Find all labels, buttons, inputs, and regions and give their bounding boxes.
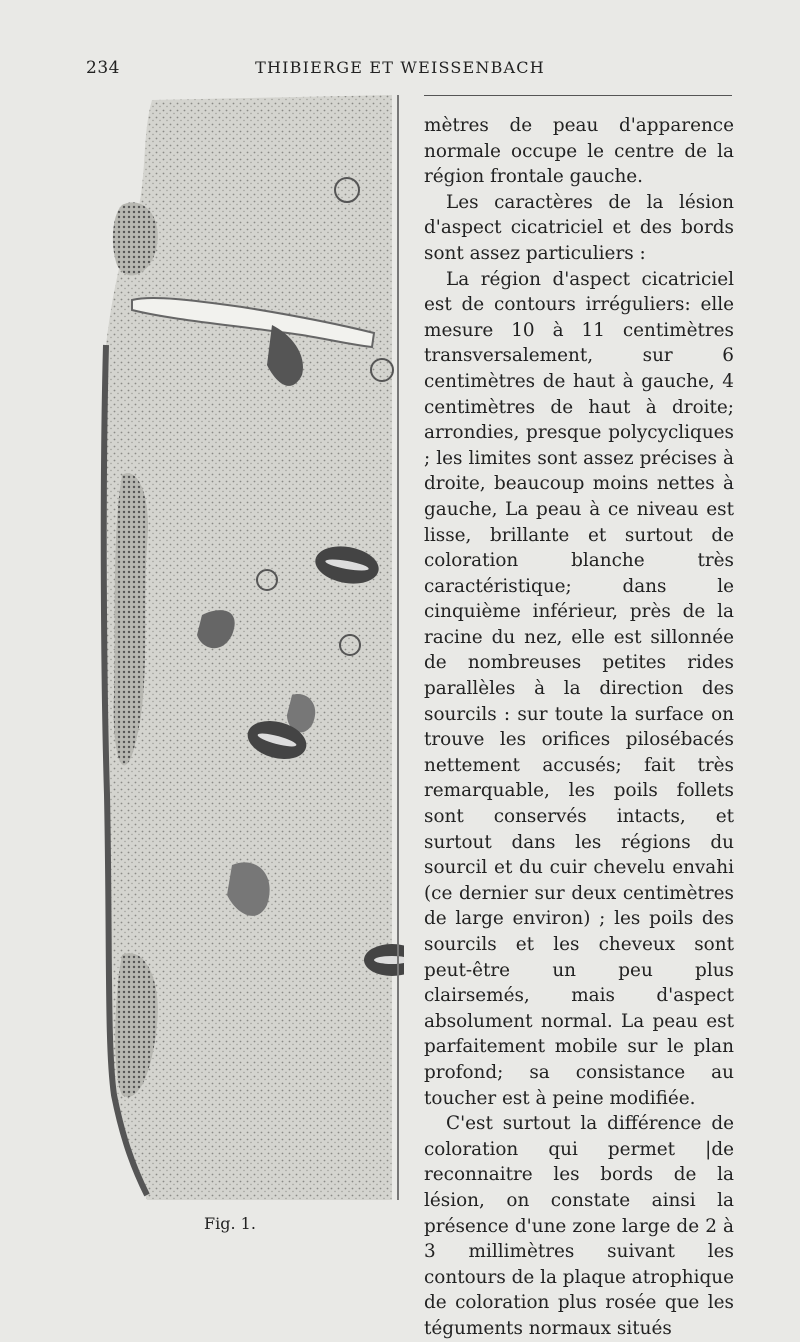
- body-text-column: [424, 113, 734, 1342]
- paragraph: Les caractères de la lésion d'aspect cicatriciel et des bords sont assez particuliers :: [424, 191, 734, 264]
- paragraph: C'est surtout la différence de coloration qui permet |de reconnaitre les bords de la lésion, on constate ainsi la présence d'une zone large de 2 à 3 millimètres suivant les contours de la plaque atrophique de coloration plus rosée que les téguments normaux situés: [424, 1113, 734, 1339]
- running-title: THIBIERGE ET WEISSENBACH: [255, 58, 545, 77]
- paragraph: mètres de peau d'apparence normale occupe le centre de la région frontale gauche.: [424, 115, 734, 188]
- paragraph: La région d'aspect cicatriciel est de contours irréguliers: elle mesure 10 à 11 centimètres transversalement, sur 6 centimètres de haut à gauche, 4 centimètres de haut à droite; arrondies, presque polycycliques ; les limites sont assez précises à droite, beaucoup moins nettes à gauche, La peau à ce niveau est lisse, brillante et surtout de coloration blanche très caractéristique; dans le cinquième inférieur, près de la racine du nez, elle est sillonnée de nombreuses petites rides parallèles à la direction des sourcils : sur toute la surface on trouve les orifices pilosébacés nettement accusés; fait très remarquable, les poils follets sont conservés intacts, et surtout dans les régions du sourcil et du cuir chevelu envahi (ce dernier sur deux centimètres de large environ) ; les poils des sourcils et les cheveux sont peut-être un peu plus clairsemés, mais d'aspect absolument normal. La peau est parfaitement mobile sur le plan profond; sa consistance au toucher est à peine modifiée.: [424, 268, 734, 1109]
- figure-caption: Fig. 1.: [204, 1214, 256, 1233]
- column-top-rule: [424, 95, 732, 96]
- page-number: 234: [86, 58, 120, 78]
- histology-figure: [92, 95, 404, 1200]
